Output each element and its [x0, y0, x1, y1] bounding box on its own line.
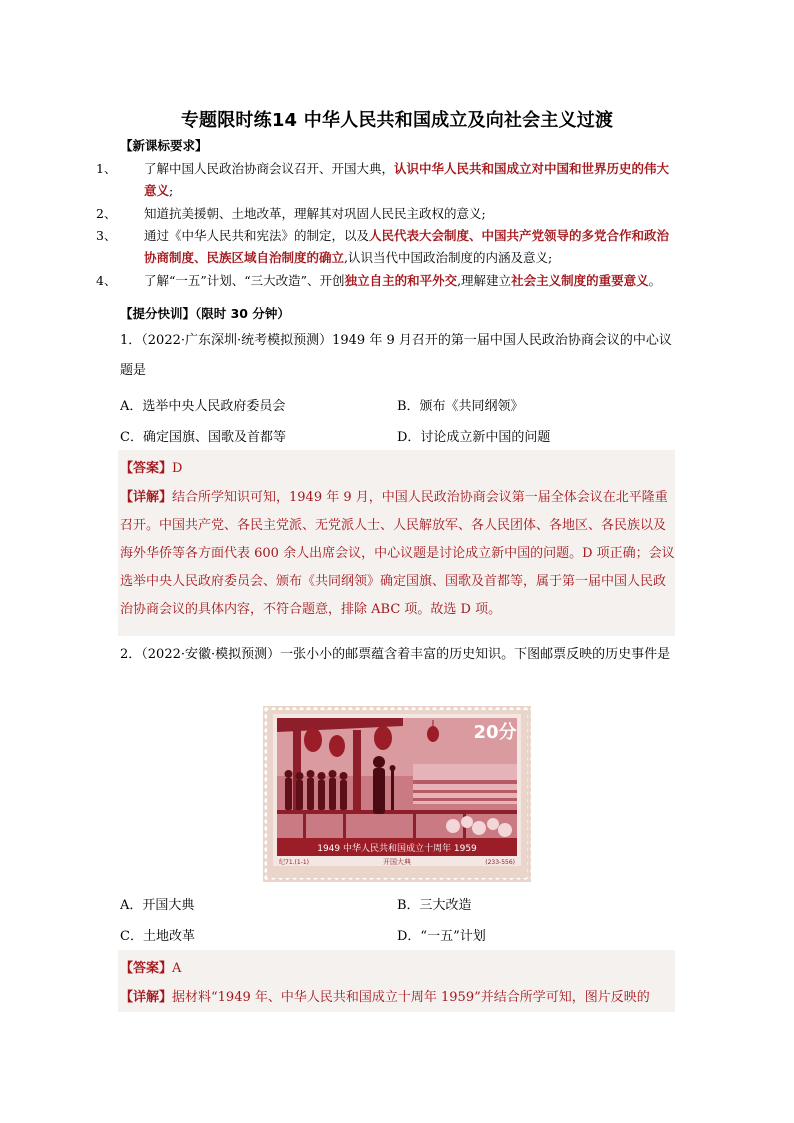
- q1-answer: [120, 457, 182, 476]
- stamp-value: 20分: [473, 722, 517, 743]
- requirement-emphasis: 独立自主的和平外交: [344, 273, 458, 288]
- page-title: 专题限时练14 中华人民共和国成立及向社会主义过渡: [180, 110, 614, 131]
- q1-detail: [120, 484, 676, 624]
- requirement-item: [96, 158, 676, 202]
- requirement-emphasis: 人民代表大会制度、中国共产党领导的多党合作和政治协商制度、民族区域自治制度的确立: [144, 228, 670, 265]
- detail-label: 【详解】: [120, 490, 173, 505]
- requirement-text: ,认识当代中国政治制度的内涵及意义;: [344, 250, 553, 265]
- q1-option-d: D．讨论成立新中国的问题: [397, 430, 551, 445]
- answer-label: 【答案】: [120, 961, 173, 976]
- stamp-caption: 开国大典: [383, 858, 411, 866]
- answer-value: A: [172, 961, 182, 976]
- requirement-text: 知道抗美援朝、土地改革，理解其对巩固人民民主政权的意义;: [144, 206, 486, 221]
- requirement-number: 3、: [96, 228, 117, 243]
- requirement-text: 了解“一五”计划、“三大改造”、开创: [144, 273, 345, 288]
- requirement-text: 。: [648, 273, 662, 288]
- requirement-item: [96, 270, 676, 292]
- q2-detail: [120, 984, 676, 1012]
- requirement-number: 1、: [96, 161, 117, 176]
- detail-text: 据材料“1949 年、中华人民共和国成立十周年 1959”并结合所学可知，图片反映的: [172, 990, 650, 1005]
- question-1-stem: 1．（2022·广东深圳·统考模拟预测）1949 年 9 月召开的第一届中国人民政治协商会议的中心议题是: [120, 333, 672, 378]
- section-heading-requirements: 【新课标要求】: [120, 138, 208, 153]
- requirement-text: 通过《中华人民共和宪法》的制定，以及: [144, 228, 370, 243]
- question-2-stem: 2．（2022·安徽·模拟预测）一张小小的邮票蕴含着丰富的历史知识。下图邮票反映的历史事件是: [120, 647, 671, 662]
- requirement-emphasis: 社会主义制度的重要意义: [511, 273, 649, 288]
- requirement-text: 了解中国人民政治协商会议召开、开国大典，: [144, 161, 395, 176]
- requirement-item: [96, 203, 676, 225]
- stamp-serial: (233-556): [485, 859, 515, 866]
- section-heading-practice: 【提分快训】（限时 30 分钟）: [120, 306, 290, 321]
- stamp-banner: 1949 中华人民共和国成立十周年 1959: [317, 844, 477, 854]
- q1-option-c: C．确定国旗、国歌及首都等: [120, 430, 286, 445]
- stamp-code: 纪71.(1-1): [279, 859, 310, 866]
- q2-answer: [120, 957, 181, 976]
- requirement-text: ;: [169, 183, 174, 198]
- q2-option-a: A．开国大典: [120, 898, 195, 913]
- q2-option-b: B．三大改造: [397, 898, 472, 913]
- requirement-text: ,理解建立: [457, 273, 512, 288]
- requirement-number: 2、: [96, 206, 117, 221]
- requirement-item: [96, 225, 676, 269]
- detail-text: 结合所学知识可知，1949 年 9 月，中国人民政治协商会议第一届全体会议在北平隆重召开。中国共产党、各民主党派、无党派人士、人民解放军、各人民团体、各地区、各民族以及海外华侨等各方面代表 600 余人出席会议，中心议题是讨论成立新中国的问题。D 项正确；会议选举中央人民政府委员会、颁布《共同纲领》确定国旗、国歌及首都等，属于第一届中国人民政治协商会议的具体内容，不符合题意，排除 ABC 项。故选 D 项。: [120, 490, 675, 617]
- q1-option-a: A．选举中央人民政府委员会: [120, 399, 286, 414]
- q2-option-c: C．土地改革: [120, 929, 195, 944]
- stamp-image: [263, 706, 531, 882]
- requirement-emphasis: 认识中华人民共和国成立对中国和世界历史的伟大意义: [144, 161, 670, 198]
- q1-option-b: B．颁布《共同纲领》: [397, 399, 524, 414]
- answer-label: 【答案】: [120, 461, 173, 476]
- answer-value: D: [172, 461, 183, 476]
- q2-option-d: D．“一五”计划: [397, 929, 486, 944]
- requirement-number: 4、: [96, 273, 117, 288]
- detail-label: 【详解】: [120, 990, 173, 1005]
